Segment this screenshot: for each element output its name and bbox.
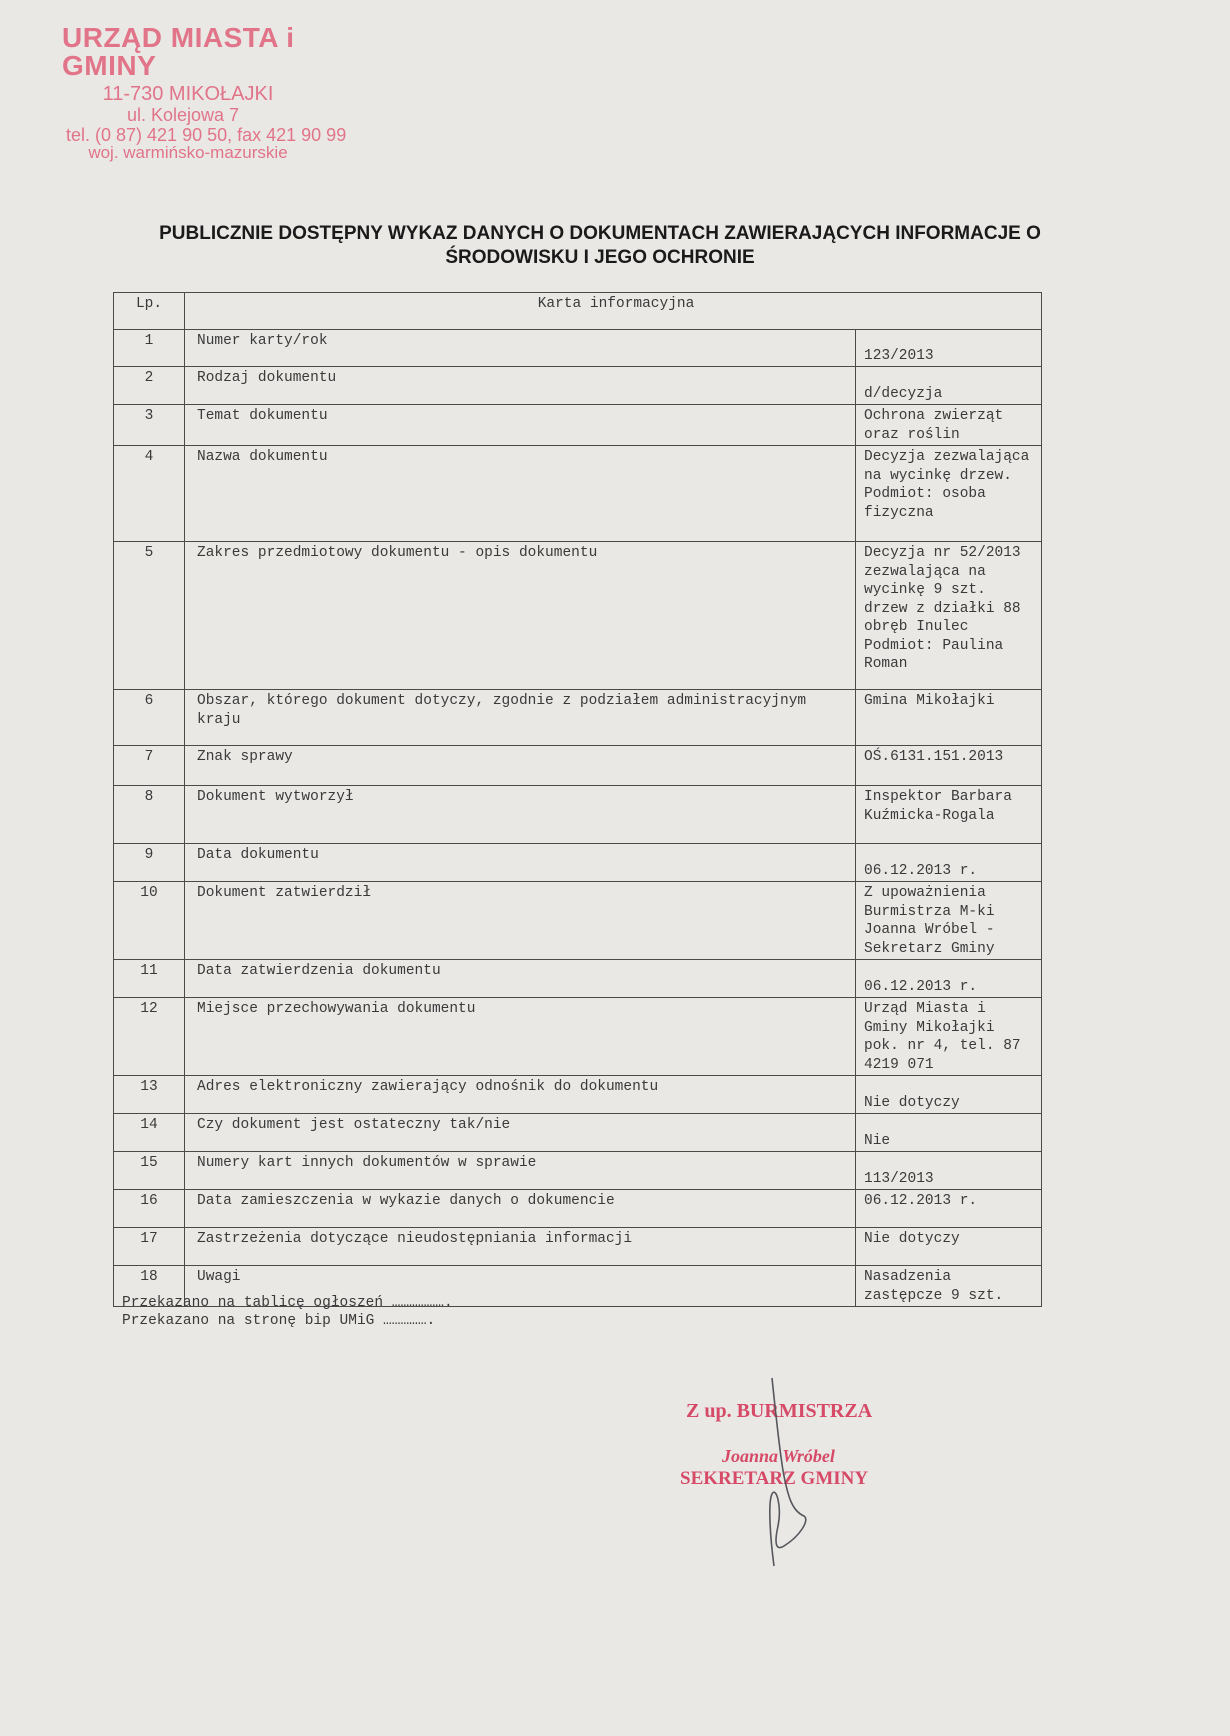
row-label: Dokument wytworzył bbox=[185, 786, 856, 844]
row-label: Temat dokumentu bbox=[185, 405, 856, 446]
row-value: 123/2013 bbox=[856, 330, 1042, 367]
row-number: 10 bbox=[114, 882, 185, 960]
signature-line-title: SEKRETARZ GMINY bbox=[680, 1468, 869, 1489]
row-value: Nie dotyczy bbox=[856, 1076, 1042, 1114]
row-value: 06.12.2013 r. bbox=[856, 960, 1042, 998]
row-number: 7 bbox=[114, 746, 185, 786]
row-number: 3 bbox=[114, 405, 185, 446]
header-lp: Lp. bbox=[114, 293, 185, 330]
row-number: 16 bbox=[114, 1190, 185, 1228]
row-value: OŚ.6131.151.2013 bbox=[856, 746, 1042, 786]
table-row bbox=[114, 882, 1042, 960]
row-label: Dokument zatwierdził bbox=[185, 882, 856, 960]
row-number: 8 bbox=[114, 786, 185, 844]
row-label: Nazwa dokumentu bbox=[185, 446, 856, 542]
row-label: Adres elektroniczny zawierający odnośnik do dokumentu bbox=[185, 1076, 856, 1114]
row-label: Znak sprawy bbox=[185, 746, 856, 786]
transfer-note-bip: Przekazano na stronę bip UMiG ……………. bbox=[122, 1313, 436, 1329]
table-header-row bbox=[114, 293, 1042, 330]
row-label: Data zamieszczenia w wykazie danych o dokumencie bbox=[185, 1190, 856, 1228]
row-label: Zastrzeżenia dotyczące nieudostępniania informacji bbox=[185, 1228, 856, 1266]
table-row bbox=[114, 1076, 1042, 1114]
row-label: Zakres przedmiotowy dokumentu - opis dokumentu bbox=[185, 542, 856, 690]
table-row bbox=[114, 998, 1042, 1076]
row-value: Urząd Miasta i Gminy Mikołajki pok. nr 4, tel. 87 4219 071 bbox=[856, 998, 1042, 1076]
row-label: Obszar, którego dokument dotyczy, zgodnie z podziałem administracyjnym kraju bbox=[185, 690, 856, 746]
row-value: 06.12.2013 r. bbox=[856, 1190, 1042, 1228]
row-label: Numery kart innych dokumentów w sprawie bbox=[185, 1152, 856, 1190]
row-number: 15 bbox=[114, 1152, 185, 1190]
row-value: Nasadzenia zastępcze 9 szt. bbox=[856, 1266, 1042, 1307]
signature-line-authority: Z up. BURMISTRZA bbox=[686, 1400, 873, 1422]
row-value: Inspektor Barbara Kuźmicka-Rogala bbox=[856, 786, 1042, 844]
row-value: Decyzja nr 52/2013 zezwalająca na wycinkę 9 szt. drzew z działki 88 obręb Inulec Podmiot: Paulina Roman bbox=[856, 542, 1042, 690]
row-number: 5 bbox=[114, 542, 185, 690]
row-number: 14 bbox=[114, 1114, 185, 1152]
handwritten-signature-icon bbox=[680, 1376, 940, 1576]
table-row bbox=[114, 367, 1042, 405]
row-number: 13 bbox=[114, 1076, 185, 1114]
row-value: 113/2013 bbox=[856, 1152, 1042, 1190]
stamp-line-postal: 11-730 MIKOŁAJKI bbox=[102, 83, 274, 105]
row-number: 12 bbox=[114, 998, 185, 1076]
table-row bbox=[114, 690, 1042, 746]
row-value: Nie bbox=[856, 1114, 1042, 1152]
document-title: PUBLICZNIE DOSTĘPNY WYKAZ DANYCH O DOKUMENTACH ZAWIERAJĄCYCH INFORMACJE O ŚRODOWISKU I JEGO OCHRONIE bbox=[159, 223, 1041, 268]
row-value: Decyzja zezwalająca na wycinkę drzew. Podmiot: osoba fizyczna bbox=[856, 446, 1042, 542]
row-number: 2 bbox=[114, 367, 185, 405]
row-label: Numer karty/rok bbox=[185, 330, 856, 367]
row-value: Gmina Mikołajki bbox=[856, 690, 1042, 746]
row-number: 1 bbox=[114, 330, 185, 367]
row-label: Uwagi bbox=[185, 1266, 856, 1307]
table-row bbox=[114, 1152, 1042, 1190]
row-value: d/decyzja bbox=[856, 367, 1042, 405]
row-label: Data dokumentu bbox=[185, 844, 856, 882]
table-row bbox=[114, 1228, 1042, 1266]
table-row bbox=[114, 446, 1042, 542]
stamp-line-phone: tel. (0 87) 421 90 50, fax 421 90 99 bbox=[66, 125, 347, 145]
row-number: 9 bbox=[114, 844, 185, 882]
row-value: 06.12.2013 r. bbox=[856, 844, 1042, 882]
header-karta: Karta informacyjna bbox=[185, 293, 1042, 330]
row-value: Nie dotyczy bbox=[856, 1228, 1042, 1266]
signature-line-name: Joanna Wróbel bbox=[722, 1446, 835, 1466]
row-value: Ochrona zwierząt oraz roślin bbox=[856, 405, 1042, 446]
table-row bbox=[114, 330, 1042, 367]
table-row bbox=[114, 960, 1042, 998]
row-label: Data zatwierdzenia dokumentu bbox=[185, 960, 856, 998]
table-row bbox=[114, 405, 1042, 446]
row-number: 6 bbox=[114, 690, 185, 746]
table-row bbox=[114, 786, 1042, 844]
stamp-line-office: URZĄD MIASTA i GMINY bbox=[62, 22, 295, 81]
stamp-line-region: woj. warmińsko-mazurskie bbox=[88, 143, 288, 162]
row-number: 11 bbox=[114, 960, 185, 998]
table-row bbox=[114, 844, 1042, 882]
table-row bbox=[114, 1114, 1042, 1152]
office-stamp bbox=[58, 24, 378, 161]
row-number: 17 bbox=[114, 1228, 185, 1266]
table-row bbox=[114, 542, 1042, 690]
row-label: Miejsce przechowywania dokumentu bbox=[185, 998, 856, 1076]
table-row bbox=[114, 1190, 1042, 1228]
stamp-line-street: ul. Kolejowa 7 bbox=[126, 105, 240, 125]
row-label: Czy dokument jest ostateczny tak/nie bbox=[185, 1114, 856, 1152]
transfer-notes bbox=[122, 1294, 453, 1330]
information-card-table bbox=[113, 292, 1042, 1307]
row-label: Rodzaj dokumentu bbox=[185, 367, 856, 405]
transfer-note-board: Przekazano na tablicę ogłoszeń ………………. bbox=[122, 1295, 453, 1311]
row-value: Z upoważnienia Burmistrza M-ki Joanna Wróbel - Sekretarz Gminy bbox=[856, 882, 1042, 960]
row-number: 18 bbox=[114, 1266, 185, 1307]
table-row bbox=[114, 746, 1042, 786]
row-number: 4 bbox=[114, 446, 185, 542]
signature-stamp bbox=[680, 1376, 940, 1576]
